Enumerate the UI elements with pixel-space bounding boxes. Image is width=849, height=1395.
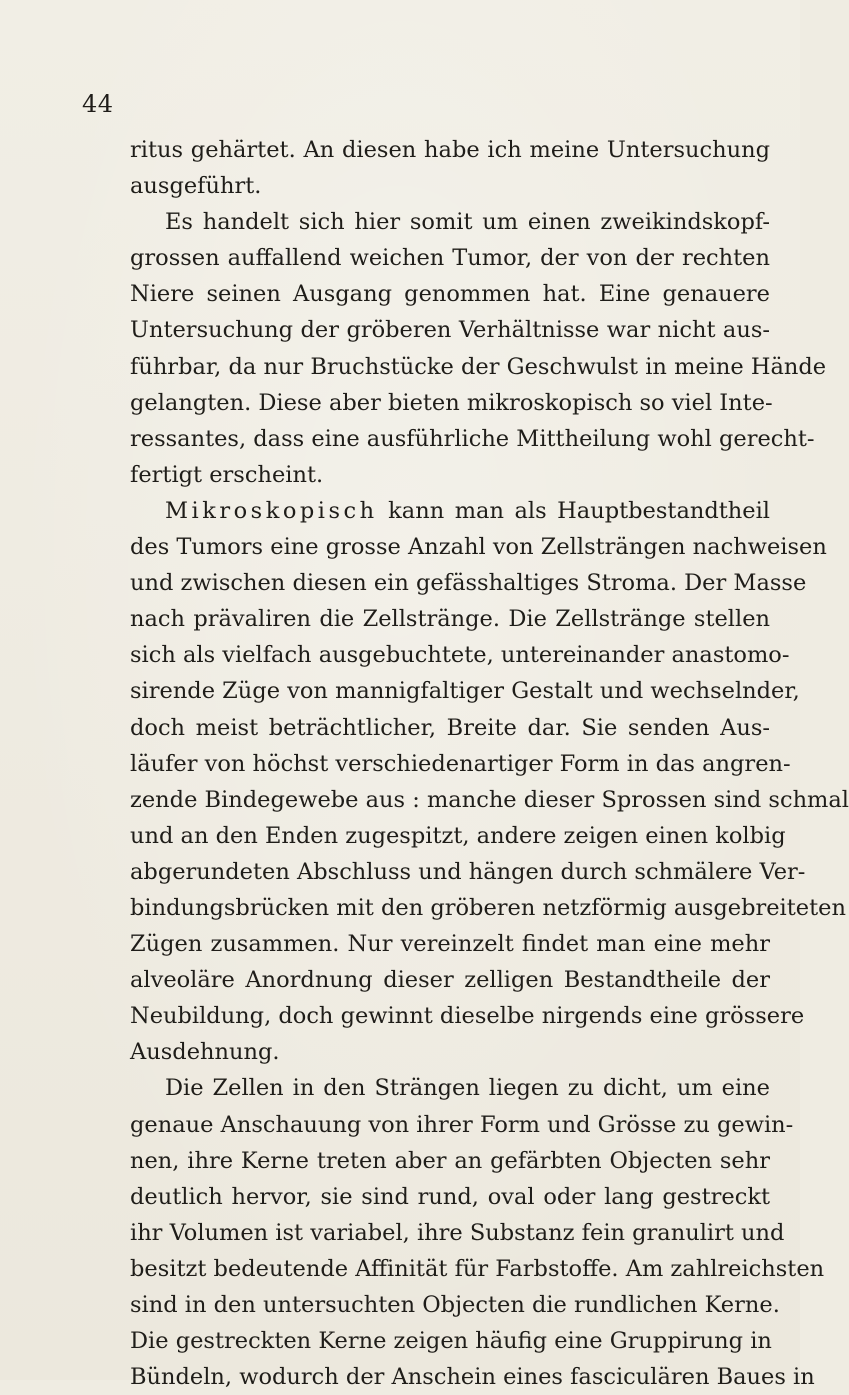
body-text bbox=[130, 132, 849, 1395]
text-line: sind in den untersuchten Objecten die rundlichen Kerne. bbox=[130, 1292, 780, 1318]
text-line: sich als vielfach ausgebuchtete, untereinander anastomo- bbox=[130, 642, 790, 669]
text-line: grossen auffallend weichen Tumor, der von der rechten bbox=[130, 245, 770, 272]
text-line: und zwischen diesen ein gefässhaltiges Stroma. Der Masse bbox=[130, 570, 807, 597]
text-line: abgerundeten Abschluss und hängen durch schmälere Ver- bbox=[130, 858, 806, 885]
emphasized-word: Mikroskopisch bbox=[165, 497, 378, 524]
text-line: Neubildung, doch gewinnt dieselbe nirgends eine grössere bbox=[130, 1003, 805, 1030]
text-line-rest: kann man als Hauptbestandtheil bbox=[377, 497, 770, 524]
text-line: fertigt erscheint. bbox=[130, 461, 324, 488]
text-line: alveoläre Anordnung dieser zelligen Bestandtheile der bbox=[130, 967, 770, 994]
text-line: ihr Volumen ist variabel, ihre Substanz fein granulirt und bbox=[130, 1219, 785, 1246]
text-line: führbar, da nur Bruchstücke der Geschwulst in meine Hände bbox=[130, 353, 827, 380]
page-number: 44 bbox=[82, 90, 114, 118]
text-line: ritus gehärtet. An diesen habe ich meine Untersuchung bbox=[130, 137, 770, 163]
text-line: bindungsbrücken mit den gröberen netzförmig ausgebreiteten bbox=[130, 894, 846, 921]
text-line: Niere seinen Ausgang genommen hat. Eine genauere bbox=[130, 281, 770, 308]
text-line: ausgeführt. bbox=[130, 173, 262, 200]
text-line: Zügen zusammen. Nur vereinzelt findet man eine mehr bbox=[130, 931, 770, 958]
text-line: läufer von höchst verschiedenartiger Form in das angren- bbox=[130, 750, 791, 777]
text-line: genaue Anschauung von ihrer Form und Grösse zu gewin- bbox=[130, 1111, 794, 1138]
text-line: nach prävaliren die Zellstränge. Die Zellstränge stellen bbox=[130, 606, 770, 633]
text-line bbox=[130, 493, 770, 529]
text-line: Untersuchung der gröberen Verhältnisse war nicht aus- bbox=[130, 317, 770, 344]
text-line: ressantes, dass eine ausführliche Mittheilung wohl gerecht- bbox=[130, 425, 815, 452]
text-line: sirende Züge von mannigfaltiger Gestalt und wechselnder, bbox=[130, 678, 800, 705]
text-line: gelangten. Diese aber bieten mikroskopisch so viel Inte- bbox=[130, 389, 773, 416]
text-line: doch meist beträchtlicher, Breite dar. Sie senden Aus- bbox=[130, 714, 770, 741]
text-line: Die gestreckten Kerne zeigen häufig eine Gruppirung in bbox=[130, 1328, 772, 1355]
text-line: des Tumors eine grosse Anzahl von Zellsträngen nachweisen bbox=[130, 534, 827, 561]
text-line: deutlich hervor, sie sind rund, oval oder lang gestreckt bbox=[130, 1183, 770, 1210]
text-line: nen, ihre Kerne treten aber an gefärbten Objecten sehr bbox=[130, 1147, 770, 1174]
text-line: Ausdehnung. bbox=[130, 1039, 280, 1066]
text-line: und an den Enden zugespitzt, andere zeigen einen kolbig bbox=[130, 822, 786, 849]
text-line: zende Bindegewebe aus : manche dieser Sprossen sind schmal bbox=[130, 786, 849, 813]
text-line: besitzt bedeutende Affinität für Farbstoffe. Am zahlreichsten bbox=[130, 1255, 825, 1282]
text-line: Bündeln, wodurch der Anschein eines fasciculären Baues in bbox=[130, 1364, 815, 1391]
text-line: Es handelt sich hier somit um einen zweikindskopf- bbox=[165, 209, 770, 236]
text-line: Die Zellen in den Strängen liegen zu dicht, um eine bbox=[165, 1075, 770, 1102]
